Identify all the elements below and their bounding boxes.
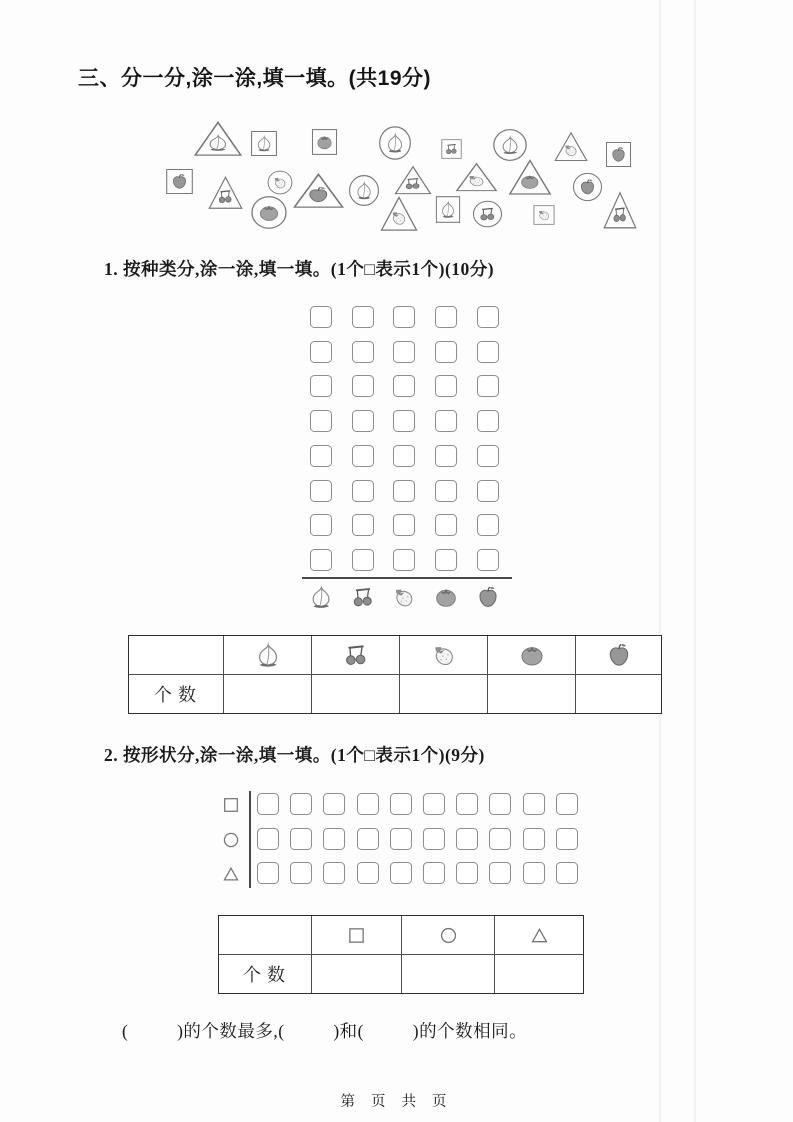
q2-prompt: 2. 按形状分,涂一涂,填一填。(1个□表示1个)(9分)	[104, 745, 485, 765]
triangle-icon	[530, 926, 549, 945]
q1-tally-square	[435, 445, 457, 467]
q2-tally-square-square	[357, 793, 379, 815]
q2-tally-square-square	[556, 793, 578, 815]
q2-count-text: 个数	[243, 965, 291, 985]
q1-tally-square	[477, 514, 499, 536]
strawberry-icon	[539, 211, 548, 220]
q2-tally-square-triangle	[357, 862, 379, 884]
q2-header-square	[311, 916, 401, 954]
scatter-square-tomato	[309, 126, 340, 158]
q1-tally-square	[310, 410, 332, 432]
cherry-icon	[342, 641, 370, 669]
q1-tally-square	[477, 549, 499, 571]
peach-icon	[210, 136, 226, 151]
scatter-square-cherry	[439, 137, 464, 161]
q2-tally-square-square	[489, 793, 511, 815]
q1-tally-square	[310, 306, 332, 328]
q1-tally-square	[477, 410, 499, 432]
q1-tally-square	[393, 549, 415, 571]
q1-tally-square	[393, 375, 415, 397]
scatter-triangle-tomato	[507, 157, 553, 197]
q2-tally-square-triangle	[390, 862, 412, 884]
q2-header-triangle	[494, 916, 583, 954]
scatter-square-peach	[248, 128, 280, 159]
q1-tally-square	[352, 375, 374, 397]
scatter-triangle-cherry	[602, 189, 638, 231]
q1-count-text: 个数	[154, 685, 202, 705]
peach-icon	[254, 641, 282, 669]
scatter-square-peach	[433, 193, 463, 226]
q1-count-cell-apple	[575, 674, 661, 713]
strawberry-icon	[275, 178, 285, 188]
cherry-icon	[446, 145, 456, 154]
q1-axis-fruit-cherry	[350, 584, 376, 615]
tomato-icon	[260, 206, 277, 221]
q1-tally-square	[352, 445, 374, 467]
q1-tally-square	[393, 306, 415, 328]
q1-tally-square	[435, 480, 457, 502]
apple-icon	[310, 187, 327, 201]
q1-tally-grid	[310, 306, 510, 576]
q2-tally-square-triangle	[290, 862, 312, 884]
q2-tally-square-triangle	[456, 862, 478, 884]
apple-icon	[581, 180, 593, 194]
tomato-icon	[522, 175, 538, 188]
cherry-icon	[219, 191, 231, 203]
apple-icon	[613, 147, 624, 161]
q1-axis-fruit-tomato	[433, 584, 459, 615]
peach-icon	[258, 137, 270, 152]
q1-tally-square	[310, 341, 332, 363]
q2-tally-square-circle	[423, 828, 445, 850]
peach-icon	[503, 137, 517, 154]
q1-count-cell-cherry	[311, 674, 399, 713]
q2-tally-square-circle	[323, 828, 345, 850]
q2-tally-square-circle	[489, 828, 511, 850]
q2-tally-square-circle	[290, 828, 312, 850]
scatter-triangle-cherry	[207, 174, 244, 211]
q1-count-cell-strawberry	[399, 674, 487, 713]
q2-tally-square-circle	[556, 828, 578, 850]
peach-icon	[308, 584, 334, 610]
q2-tally-square-square	[323, 793, 345, 815]
q1-axis-line	[302, 577, 512, 579]
q1-tally-square	[352, 514, 374, 536]
q1-tally-square	[393, 480, 415, 502]
q2-tally-square-square	[257, 793, 279, 815]
q1-count-cell-tomato	[487, 674, 575, 713]
q2-row-symbol-square	[222, 796, 240, 819]
scatter-circle-strawberry	[266, 169, 294, 196]
q1-header-apple	[575, 636, 661, 674]
q1-tally-square	[352, 410, 374, 432]
q2-header-circle	[401, 916, 494, 954]
fruit-shape-scatter	[0, 0, 793, 260]
cherry-icon	[350, 584, 376, 610]
q1-tally-square	[393, 445, 415, 467]
q1-corner-cell	[129, 636, 223, 674]
scatter-triangle-peach	[192, 119, 244, 158]
strawberry-icon	[565, 145, 576, 155]
q2-tally-square-triangle	[423, 862, 445, 884]
square-icon	[222, 796, 240, 814]
circle-icon	[222, 831, 240, 849]
square-icon	[347, 926, 366, 945]
q1-tally-square	[393, 514, 415, 536]
q2-tally-square-circle	[523, 828, 545, 850]
q1-tally-square	[435, 375, 457, 397]
section-title: 三、分一分,涂一涂,填一填。(共19分)	[78, 67, 432, 90]
q2-count-cell-circle	[401, 954, 494, 993]
q1-axis-fruit-peach	[308, 584, 334, 615]
q1-count-table	[128, 635, 662, 714]
scatter-triangle-strawberry	[454, 161, 499, 193]
q1-tally-square	[352, 341, 374, 363]
q2-tally-square-circle	[257, 828, 279, 850]
q1-axis-fruits	[302, 584, 512, 614]
q2-count-label	[219, 954, 311, 993]
q2-tally-square-circle	[357, 828, 379, 850]
q1-tally-square	[477, 341, 499, 363]
q1-tally-square	[352, 549, 374, 571]
q1-tally-square	[477, 445, 499, 467]
q1-tally-square	[435, 549, 457, 571]
q2-tally-square-triangle	[523, 862, 545, 884]
peach-icon	[358, 183, 370, 199]
q1-tally-square	[310, 514, 332, 536]
q2-tally-square-square	[290, 793, 312, 815]
q1-header-cherry	[311, 636, 399, 674]
q2-tally-square-square	[456, 793, 478, 815]
cherry-icon	[406, 179, 419, 189]
q2-tally-square-square	[390, 793, 412, 815]
q2-tally-square-triangle	[556, 862, 578, 884]
cherry-icon	[481, 208, 494, 220]
circle-icon	[439, 926, 458, 945]
q1-tally-square	[352, 480, 374, 502]
q2-tally-square-circle	[456, 828, 478, 850]
q1-tally-square	[310, 549, 332, 571]
q1-tally-square	[435, 410, 457, 432]
q2-tally-square-circle	[390, 828, 412, 850]
scatter-triangle-cherry	[393, 164, 433, 196]
scatter-circle-cherry	[471, 199, 504, 229]
q2-tally-square-triangle	[489, 862, 511, 884]
q2-row-symbol-circle	[222, 831, 240, 854]
apple-icon	[475, 584, 501, 610]
tomato-icon	[518, 641, 546, 669]
q1-tally-square	[310, 375, 332, 397]
triangle-icon	[222, 865, 240, 883]
q1-header-tomato	[487, 636, 575, 674]
scatter-circle-peach	[377, 124, 413, 162]
q2-divider-line	[249, 791, 251, 888]
q1-tally-square	[435, 514, 457, 536]
q1-count-cell-peach	[223, 674, 311, 713]
q1-tally-square	[435, 341, 457, 363]
q2-corner-cell	[219, 916, 311, 954]
strawberry-icon	[393, 212, 405, 224]
q1-prompt: 1. 按种类分,涂一涂,填一填。(1个□表示1个)(10分)	[104, 259, 495, 279]
scatter-circle-peach	[347, 173, 381, 208]
q2-tally-square-triangle	[323, 862, 345, 884]
q1-tally-square	[477, 375, 499, 397]
scatter-square-apple	[603, 139, 634, 170]
q1-tally-square	[477, 480, 499, 502]
fill-in-sentence: ( )的个数最多,( )和( )的个数相同。	[122, 1021, 528, 1041]
q2-count-table	[218, 915, 584, 994]
q2-tally-square-square	[423, 793, 445, 815]
strawberry-icon	[430, 641, 458, 669]
q2-row-symbol-triangle	[222, 865, 240, 888]
apple-icon	[605, 641, 633, 669]
scatter-square-apple	[163, 166, 196, 197]
peach-icon	[443, 202, 454, 218]
q1-tally-square	[393, 341, 415, 363]
q1-tally-square	[477, 306, 499, 328]
q2-count-cell-square	[311, 954, 401, 993]
q1-tally-square	[393, 410, 415, 432]
scatter-square-strawberry	[531, 203, 557, 227]
q1-count-label	[129, 674, 223, 713]
q1-tally-square	[435, 306, 457, 328]
scatter-circle-tomato	[249, 194, 289, 231]
scatter-triangle-strawberry	[553, 130, 589, 163]
q1-axis-fruit-apple	[475, 584, 501, 615]
q1-header-strawberry	[399, 636, 487, 674]
peach-icon	[389, 135, 402, 153]
q1-header-peach	[223, 636, 311, 674]
scatter-triangle-strawberry	[379, 194, 419, 233]
q2-count-cell-triangle	[494, 954, 583, 993]
scatter-circle-apple	[571, 171, 604, 203]
tomato-icon	[318, 136, 331, 149]
apple-icon	[173, 174, 185, 188]
q2-tally-square-triangle	[257, 862, 279, 884]
cherry-icon	[614, 208, 626, 221]
q1-axis-fruit-strawberry	[391, 584, 417, 615]
strawberry-icon	[391, 584, 417, 610]
q1-tally-square	[310, 480, 332, 502]
q1-tally-square	[352, 306, 374, 328]
scatter-triangle-apple	[291, 171, 346, 210]
tomato-icon	[433, 584, 459, 610]
q2-tally-square-square	[523, 793, 545, 815]
strawberry-icon	[469, 176, 482, 186]
q1-tally-square	[310, 445, 332, 467]
page-footer: 第 页 共 页	[340, 1094, 453, 1110]
